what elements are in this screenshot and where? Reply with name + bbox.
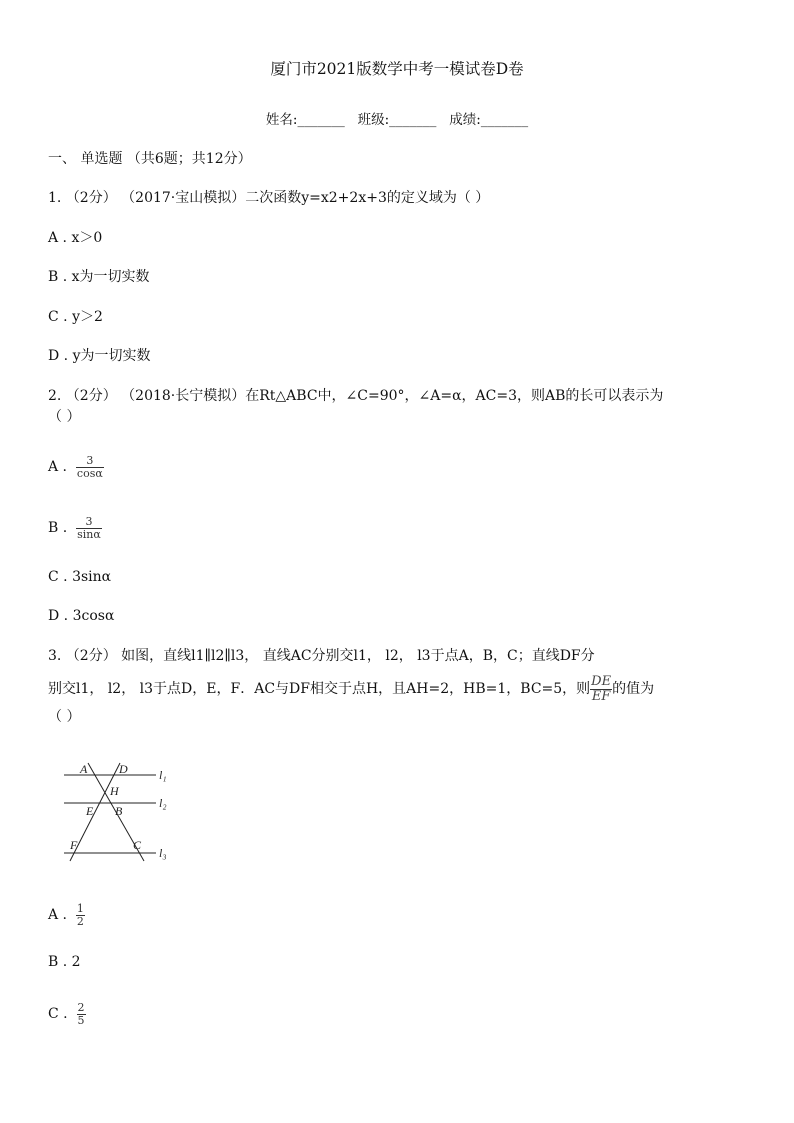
question-1-text: 1. （2分） （2017·宝山模拟）二次函数y=x2+2x+3的定义域为（ ） bbox=[48, 190, 490, 206]
fraction bbox=[76, 455, 104, 480]
score-label: 成绩: bbox=[449, 112, 481, 128]
q1-option-b bbox=[48, 268, 150, 286]
fraction-de-ef bbox=[590, 675, 612, 704]
option-label: D . bbox=[48, 348, 69, 364]
question-3-paren: （ ） bbox=[48, 709, 81, 725]
label-d: D bbox=[119, 762, 128, 776]
score-blank: _______ bbox=[480, 112, 529, 128]
question-3-text-line2 bbox=[48, 672, 654, 706]
label-e: E bbox=[86, 804, 94, 818]
numerator: 1 bbox=[76, 901, 84, 915]
denominator: sinα bbox=[77, 527, 101, 541]
q2-option-d bbox=[48, 607, 114, 625]
class-label: 班级: bbox=[357, 112, 390, 128]
q3-option-a bbox=[48, 900, 85, 930]
q1-option-a bbox=[48, 229, 102, 247]
label-c: C bbox=[133, 838, 142, 852]
option-label: C . bbox=[48, 1006, 68, 1022]
option-label: A . bbox=[48, 907, 68, 923]
q3-option-b bbox=[48, 953, 81, 971]
denominator: 5 bbox=[77, 1013, 85, 1027]
option-text: 3sinα bbox=[72, 569, 112, 585]
option-text: 2 bbox=[71, 954, 81, 970]
label-h: H bbox=[110, 784, 119, 798]
q3-text-post: 的值为 bbox=[612, 681, 655, 697]
option-label: A . bbox=[48, 459, 68, 475]
option-text: y＞2 bbox=[72, 309, 103, 325]
q3-option-c bbox=[48, 999, 86, 1029]
label-l3: l₃ bbox=[159, 846, 167, 860]
denominator: 2 bbox=[76, 914, 84, 928]
option-label: B . bbox=[48, 269, 68, 285]
numerator: 2 bbox=[77, 1000, 85, 1014]
option-label: C . bbox=[48, 309, 68, 325]
label-l1: l₁ bbox=[159, 768, 167, 782]
numerator: 3 bbox=[86, 453, 94, 467]
q1-option-c bbox=[48, 308, 103, 326]
parallel-lines-figure bbox=[58, 757, 188, 867]
option-label: A . bbox=[48, 230, 68, 246]
name-blank: _______ bbox=[297, 112, 345, 128]
option-text: 3cosα bbox=[72, 608, 115, 624]
option-text: x＞0 bbox=[71, 230, 103, 246]
q3-text-pre: 别交l1， l2， l3于点D，E，F．AC与DF相交于点H，且AH=2，HB=1，BC=5，则 bbox=[48, 681, 591, 697]
label-f: F bbox=[70, 838, 78, 852]
denominator: EF bbox=[591, 688, 611, 704]
option-label: D . bbox=[48, 608, 69, 624]
fraction bbox=[76, 903, 85, 928]
option-label: B . bbox=[48, 954, 68, 970]
q1-option-d bbox=[48, 347, 151, 365]
class-blank: _______ bbox=[389, 112, 437, 128]
q2-option-c bbox=[48, 568, 111, 586]
q2-option-b bbox=[48, 513, 102, 543]
question-3-text: 3. （2分） 如图，直线l1∥l2∥l3， 直线AC分别交l1， l2， l3于点A，B，C；直线DF分 bbox=[48, 648, 595, 664]
name-label: 姓名: bbox=[265, 112, 298, 128]
option-label: C . bbox=[48, 569, 68, 585]
student-info-line bbox=[0, 111, 794, 129]
numerator: DE bbox=[591, 673, 612, 689]
fraction bbox=[77, 1002, 86, 1027]
label-b: B bbox=[115, 804, 123, 818]
option-text: x为一切实数 bbox=[71, 269, 150, 285]
q2-option-a bbox=[48, 452, 104, 482]
denominator: cosα bbox=[76, 466, 103, 480]
page-title: 厦门市2021版数学中考一模试卷D卷 bbox=[270, 60, 524, 78]
label-a: A bbox=[80, 762, 88, 776]
numerator: 3 bbox=[85, 514, 93, 528]
label-l2: l₂ bbox=[159, 796, 167, 810]
option-text: y为一切实数 bbox=[72, 348, 151, 364]
option-label: B . bbox=[48, 520, 68, 536]
fraction bbox=[76, 516, 102, 541]
section-heading: 一、 单选题 （共6题；共12分） bbox=[48, 151, 252, 167]
question-2-text: 2. （2分） （2018·长宁模拟）在Rt△ABC中，∠C=90°，∠A=α，AC=3，则AB的长可以表示为 bbox=[48, 388, 664, 404]
question-2-paren: （ ） bbox=[48, 409, 81, 425]
line-df bbox=[70, 763, 120, 861]
